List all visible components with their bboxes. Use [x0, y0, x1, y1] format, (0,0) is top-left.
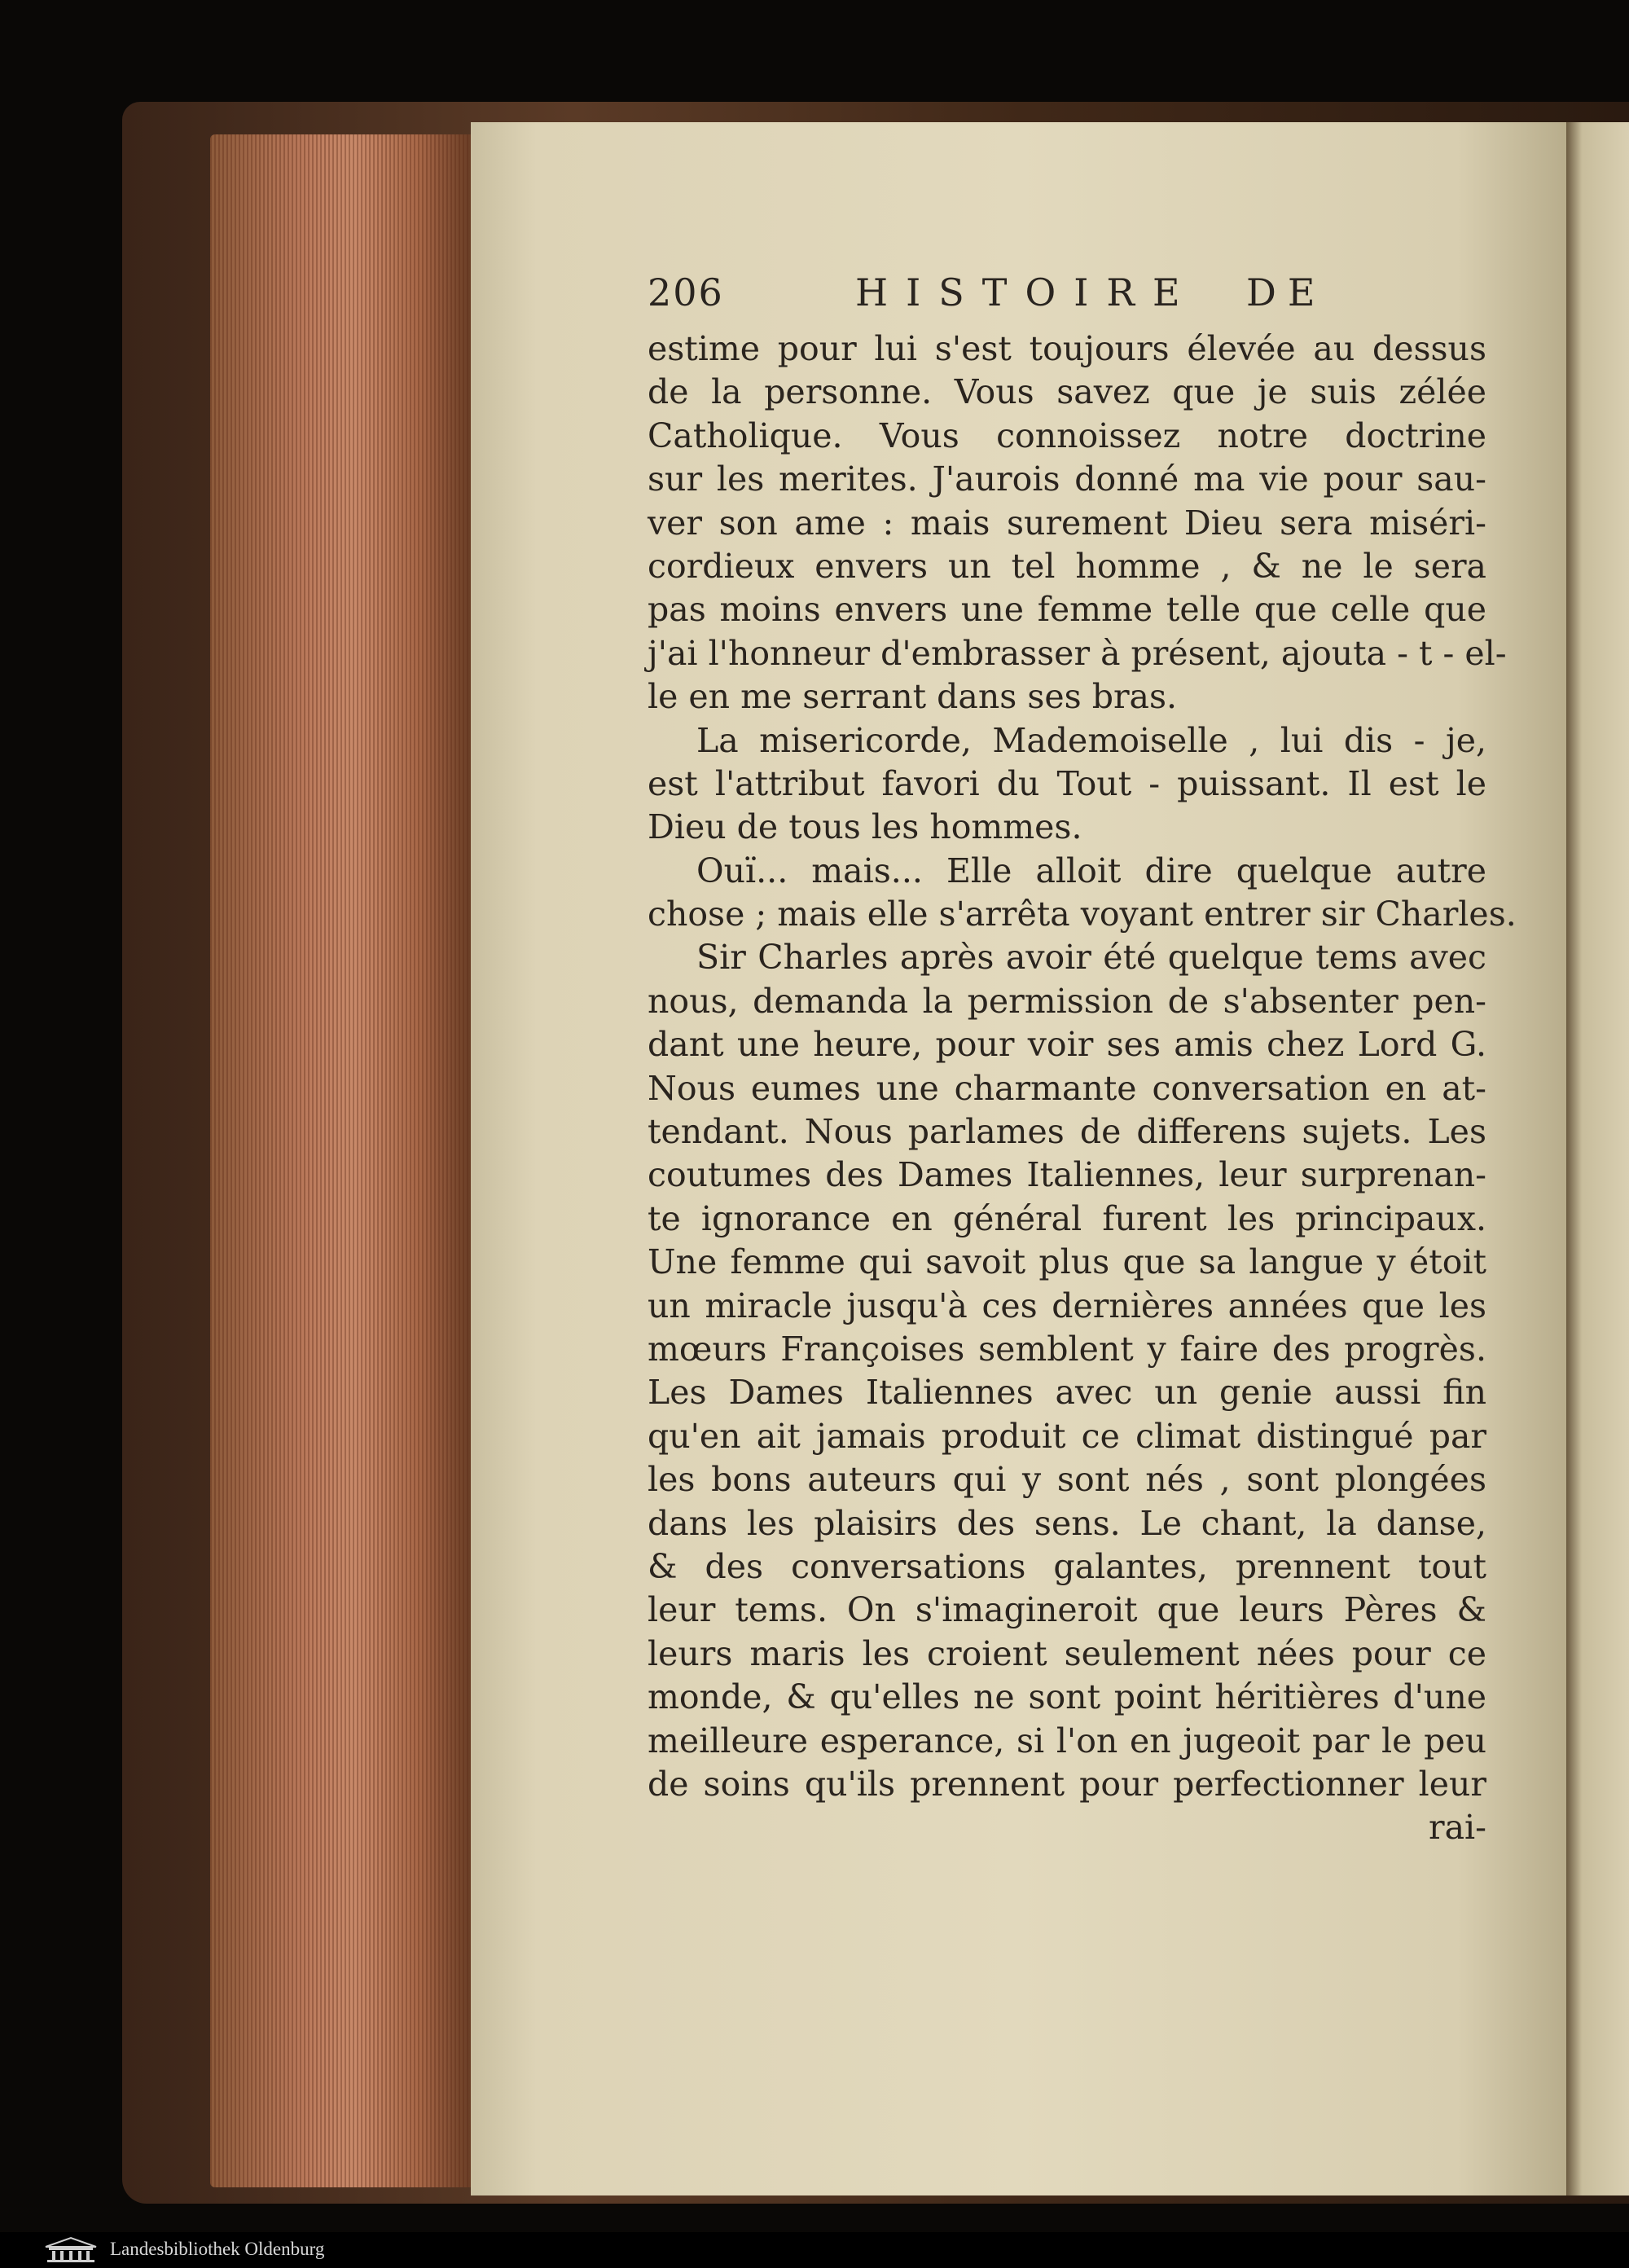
text-line: est l'attribut favori du Tout - puissant. Il est le — [648, 763, 1486, 803]
body-text — [648, 327, 1517, 1850]
running-title: HISTOIRE — [855, 270, 1198, 314]
running-title-de: DE — [1246, 270, 1327, 314]
page-edges — [210, 134, 471, 2187]
text-line: estime pour lui s'est toujours élevée au dessus — [648, 329, 1486, 368]
text-line: pas moins envers une femme telle que celle que — [648, 590, 1486, 630]
text-line: un miracle jusqu'à ces dernières années que les — [648, 1286, 1486, 1325]
text-line: Les Dames Italiennes avec un genie aussi fin — [648, 1373, 1486, 1413]
text-line: Ouï... mais... Elle alloit dire quelque autre — [696, 850, 1486, 890]
text-line: le en me serrant dans ses bras. — [648, 677, 1178, 717]
library-building-icon — [42, 2235, 99, 2263]
text-line: dant une heure, pour voir ses amis chez Lord G. — [648, 1025, 1486, 1065]
text-line: Dieu de tous les hommes. — [648, 807, 1082, 847]
footer-bar — [0, 2232, 1629, 2268]
text-line: Nous eumes une charmante conversation en at- — [648, 1068, 1486, 1108]
text-line: de soins qu'ils prennent pour perfectionner leur — [648, 1764, 1486, 1804]
text-line: qu'en ait jamais produit ce climat distingué par — [648, 1416, 1486, 1456]
text-line: nous, demanda la permission de s'absenter pen- — [648, 981, 1486, 1021]
footer-label: Landesbibliothek Oldenburg — [110, 2239, 325, 2259]
text-line: te ignorance en général furent les principaux. — [648, 1198, 1486, 1238]
page-number: 206 — [648, 270, 724, 314]
text-line: monde, & qu'elles ne sont point héritières d'une — [648, 1677, 1486, 1717]
text-line: Une femme qui savoit plus que sa langue y étoit — [648, 1242, 1486, 1282]
text-line: dans les plaisirs des sens. Le chant, la danse, — [648, 1503, 1486, 1543]
catchword: rai- — [1428, 1808, 1486, 1848]
running-head — [648, 270, 1478, 319]
text-line: leur tems. On s'imagineroit que leurs Pères & — [648, 1590, 1486, 1630]
text-line: tendant. Nous parlames de differens sujets. Les — [648, 1112, 1486, 1152]
text-line: j'ai l'honneur d'embrasser à présent, ajouta - t - el- — [648, 633, 1507, 673]
text-line: leurs maris les croient seulement nées pour ce — [648, 1633, 1486, 1673]
text-line: de la personne. Vous savez que je suis zélée — [648, 372, 1486, 412]
text-line: cordieux envers un tel homme , & ne le sera — [648, 546, 1486, 586]
text-line: mœurs Françoises semblent y faire des progrès. — [648, 1329, 1486, 1369]
text-line: La misericorde, Mademoiselle , lui dis - je, — [696, 720, 1486, 760]
text-line: sur les merites. J'aurois donné ma vie pour sau- — [648, 459, 1486, 499]
text-line: les bons auteurs qui y sont nés , sont plongées — [648, 1460, 1486, 1500]
text-line: & des conversations galantes, prennent tout — [648, 1546, 1486, 1586]
text-line: Sir Charles après avoir été quelque tems avec — [696, 938, 1486, 978]
text-line: ver son ame : mais surement Dieu sera miséri- — [648, 503, 1486, 543]
facing-page-edge — [1566, 122, 1629, 2195]
text-line: Catholique. Vous connoissez notre doctrine — [648, 415, 1486, 455]
text-line: chose ; mais elle s'arrêta voyant entrer sir Charles. — [648, 894, 1517, 934]
text-line: meilleure esperance, si l'on en jugeoit par le peu — [648, 1721, 1486, 1760]
text-line: coutumes des Dames Italiennes, leur surprenan- — [648, 1155, 1486, 1195]
